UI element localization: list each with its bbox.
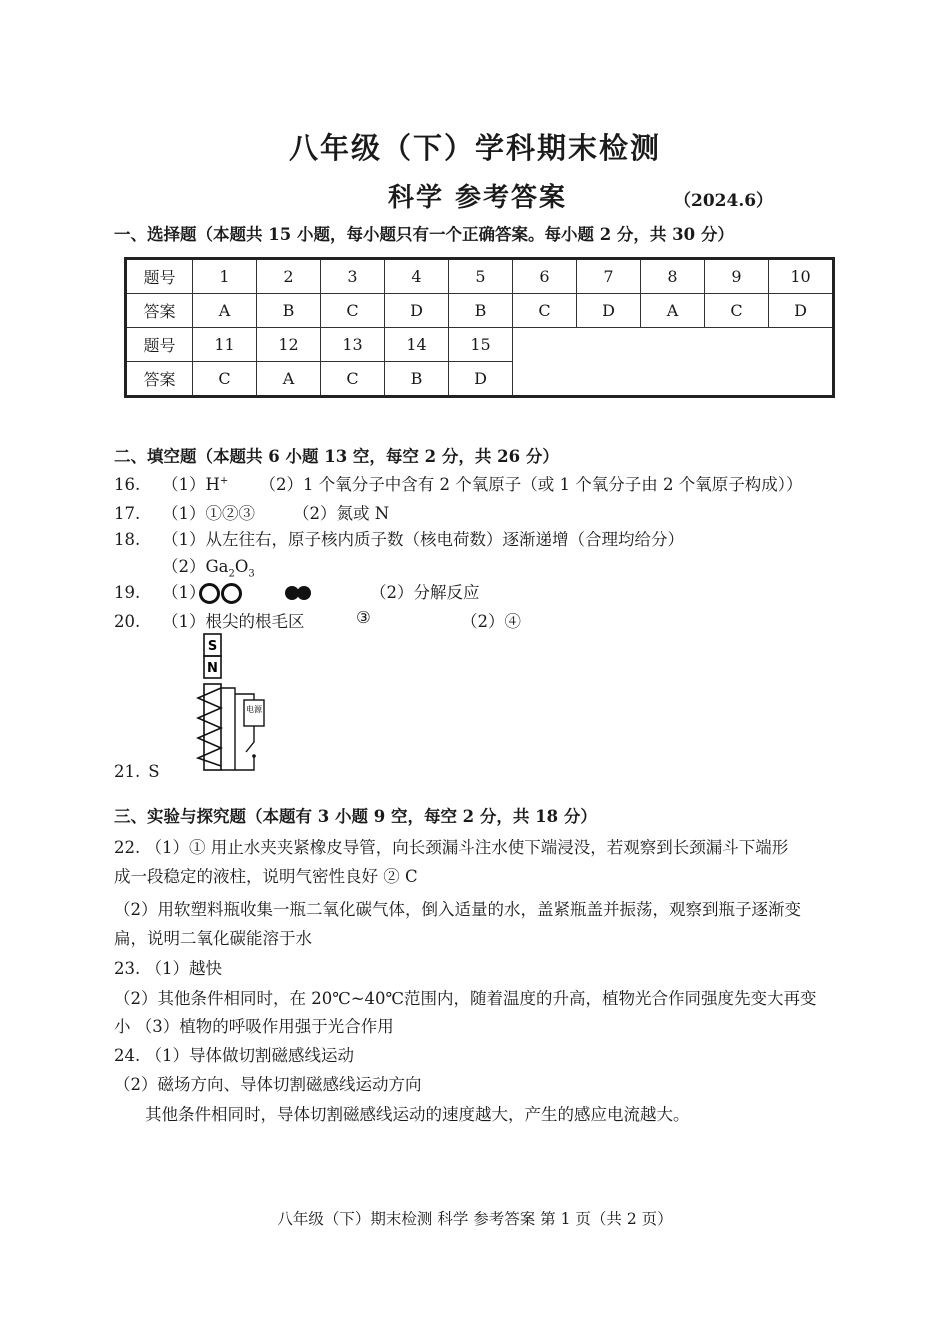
question-number: 5 [449,259,513,294]
q18-a1: （1）从左往右，原子核内质子数（核电荷数）逐渐递增（合理均给分） [162,530,684,549]
q19-line [114,579,206,603]
magnet-s-label: S [207,639,218,654]
q21-answer: S [148,762,160,781]
q23-line2: （2）其他条件相同时，在 20℃~40℃范围内，随着温度的升高，植物光合作同强度先变大再变 [114,989,817,1008]
magnet-n-label: N [207,661,218,676]
question-number: 15 [449,328,513,362]
q21-number: 21. [114,762,141,781]
page-subtitle: 科学 参考答案 [388,183,568,213]
q16-a1-sup: + [219,475,229,487]
answer-cell: C [193,362,257,397]
empty-cell [513,328,834,397]
page-title: 八年级（下）学科期末检测 [288,131,661,165]
q22-line1: 22. （1）① 用止水夹夹紧橡皮导管，向长颈漏斗注水使下端浸没，若观察到长颈漏斗下端形 [114,838,789,857]
filled-atom-icon [297,586,311,600]
power-label: 电源 [246,705,262,714]
section1-heading: 一、选择题（本题共 15 小题，每小题只有一个正确答案。每小题 2 分，共 30 分） [114,225,734,244]
switch-contact [252,754,256,758]
answer-cell: C [513,294,577,328]
table-row [126,294,834,328]
q17-number: 17. [114,504,141,523]
answer-cell: C [321,362,385,397]
answer-cell: C [705,294,769,328]
answer-cell: D [449,362,513,397]
question-number: 8 [641,259,705,294]
question-number: 12 [257,328,321,362]
q17-line [114,500,389,524]
row-label-answer: 答案 [126,294,193,328]
row-label-answer: 答案 [126,362,193,397]
oxygen-molecule-icon [199,583,243,608]
answer-cell: C [321,294,385,328]
q18-line2 [162,553,255,579]
electromagnet-diagram [190,632,280,774]
q18-a2-mid: O [234,557,249,576]
question-number: 7 [577,259,641,294]
open-atom-icon [199,583,220,604]
section2-heading: 二、填空题（本题共 6 小题 13 空，每空 2 分，共 26 分） [114,447,559,466]
table-row [126,259,834,294]
q22-line2: 成一段稳定的液柱，说明气密性良好 ② C [114,867,418,886]
q19-number: 19. [114,583,141,602]
answer-cell: A [193,294,257,328]
q18-number: 18. [114,530,141,549]
table-row [126,328,834,362]
exam-date: （2024.6） [674,191,774,211]
q16-number: 16. [114,475,141,494]
answer-cell: A [257,362,321,397]
q16-a1-label: （1） [162,475,206,494]
question-number: 11 [193,328,257,362]
q20-a1: （1）根尖的根毛区 [162,612,305,631]
q16-line [114,471,802,495]
question-number: 2 [257,259,321,294]
q16-a2: （2）1 个氧分子中含有 2 个氧原子（或 1 个氧分子由 2 个氧原子构成）） [259,475,803,494]
question-number: 14 [385,328,449,362]
q20-a2: （2）④ [461,612,521,631]
switch [235,726,254,770]
question-number: 10 [769,259,834,294]
answer-cell: B [385,362,449,397]
question-number: 4 [385,259,449,294]
q22-line4: 扁，说明二氧化碳能溶于水 [114,929,312,948]
row-label-question: 题号 [126,328,193,362]
q17-a2: （2）氮或 N [293,504,390,523]
answer-cell: D [577,294,641,328]
q24-line1: 24. （1）导体做切割磁感线运动 [114,1046,354,1065]
question-number: 6 [513,259,577,294]
open-atom-icon [221,583,242,604]
q18-a2: （2）Ga [162,557,229,576]
wire [235,694,254,700]
q20-line [114,608,305,632]
q18-line [114,526,684,550]
q22-line3: （2）用软塑料瓶收集一瓶二氧化碳气体，倒入适量的水，盖紧瓶盖并振荡，观察到瓶子逐渐变 [114,900,801,919]
coil-winding [198,688,221,766]
q19-a2: （2）分解反应 [370,583,480,602]
wire [221,688,235,770]
answer-cell: B [449,294,513,328]
answer-cell: D [769,294,834,328]
answer-cell: A [641,294,705,328]
q18-a2-sub1: 2 [228,568,235,580]
q20-number: 20. [114,612,141,631]
q23-line3: 小 （3）植物的呼吸作用强于光合作用 [114,1017,394,1036]
question-number: 13 [321,328,385,362]
q21-line [114,762,160,781]
answer-cell: B [257,294,321,328]
question-number: 9 [705,259,769,294]
q24-line3: 其他条件相同时，导体切割磁感线运动的速度越大，产生的感应电流越大。 [145,1105,690,1124]
q20-a1b: ③ [356,608,371,627]
filled-molecule-icon [285,585,309,604]
page-footer: 八年级（下）期末检测 科学 参考答案 第 1 页（共 2 页） [277,1210,673,1228]
q19-a1: （1） [162,583,206,602]
q18-a2-sub2: 3 [248,568,255,580]
row-label-question: 题号 [126,259,193,294]
section3-heading: 三、实验与探究题（本题有 3 小题 9 空，每空 2 分，共 18 分） [114,807,597,826]
question-number: 1 [193,259,257,294]
question-number: 3 [321,259,385,294]
answer-table [124,257,835,398]
q23-line1: 23. （1）越快 [114,959,222,978]
q24-line2: （2）磁场方向、导体切割磁感线运动方向 [114,1075,422,1094]
q16-a1: H [205,475,220,494]
answer-cell: D [385,294,449,328]
q17-a1: （1）①②③ [162,504,255,523]
